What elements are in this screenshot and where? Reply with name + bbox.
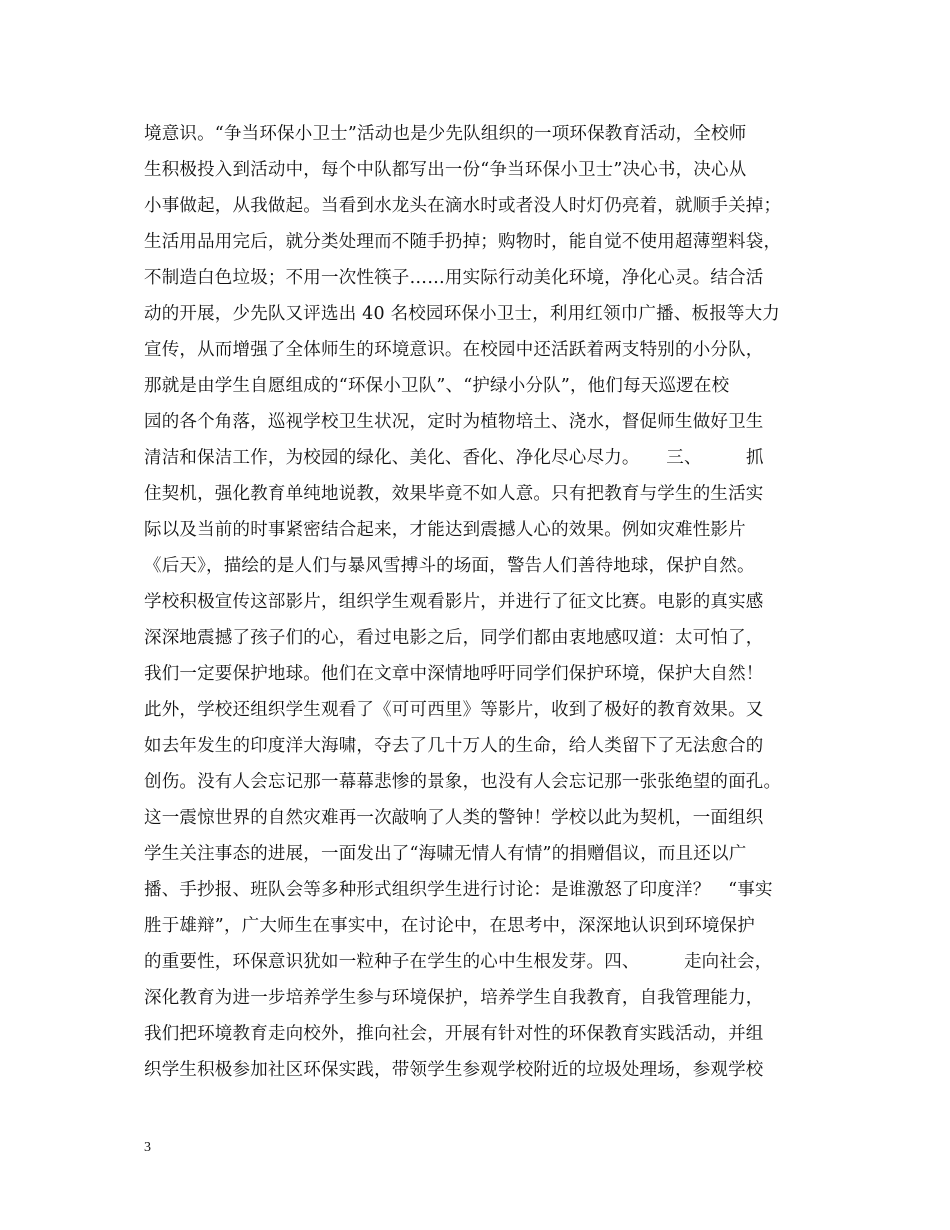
text-line: 创伤。没有人会忘记那一幕幕悲惨的景象，也没有人会忘记那一张张绝望的面孔。: [144, 772, 782, 792]
text-line: 我们一定要保护地球。他们在文章中深情地呼吁同学们保护环境，保护大自然！: [144, 664, 764, 684]
text-line: 如去年发生的印度洋大海啸，夺去了几十万人的生命，给人类留下了无法愈合的: [144, 736, 764, 756]
text-line: 生活用品用完后，就分类处理而不随手扔掉；购物时，能自觉不使用超薄塑料袋，: [144, 232, 782, 252]
text-line: 宣传，从而增强了全体师生的环境意识。在校园中还活跃着两支特别的小分队，: [144, 340, 764, 360]
text-line: 学生关注事态的进展，一面发出了“海啸无情人有情”的捐赠倡议，而且还以广: [144, 844, 747, 864]
text-line: 园的各个角落，巡视学校卫生状况，定时为植物培土、浇水，督促师生做好卫生: [144, 412, 764, 432]
text-line: 织学生积极参加社区环保实践，带领学生参观学校附近的垃圾处理场，参观学校: [144, 1060, 764, 1080]
text-line: 深深地震撼了孩子们的心，看过电影之后，同学们都由衷地感叹道：太可怕了，: [144, 628, 764, 648]
text-line: 学校积极宣传这部影片，组织学生观看影片，并进行了征文比赛。电影的真实感: [144, 592, 764, 612]
text-line: 际以及当前的时事紧密结合起来，才能达到震撼人心的效果。例如灾难性影片: [144, 520, 746, 540]
text-line: 住契机，强化教育单纯地说教，效果毕竟不如人意。只有把教育与学生的生活实: [144, 484, 764, 504]
text-line: 动的开展，少先队又评选出 40 名校园环保小卫士，利用红领巾广播、板报等大力: [144, 304, 780, 324]
text-line: 那就是由学生自愿组成的“环保小卫队”、“护绿小分队”，他们每天巡逻在校: [144, 376, 730, 396]
text-line: 生积极投入到活动中，每个中队都写出一份“争当环保小卫士”决心书，决心从: [144, 160, 747, 180]
text-line: 深化教育为进一步培养学生参与环境保护，培养学生自我教育，自我管理能力，: [144, 988, 764, 1008]
text-line: 不制造白色垃圾；不用一次性筷子……用实际行动美化环境，净化心灵。结合活: [144, 268, 764, 288]
text-line: 播、手抄报、班队会等多种形式组织学生进行讨论：是谁激怒了印度洋？ “事实: [144, 880, 773, 900]
text-line: 境意识。“争当环保小卫士”活动也是少先队组织的一项环保教育活动，全校师: [144, 124, 747, 144]
text-line: 此外，学校还组织学生观看了《可可西里》等影片，收到了极好的教育效果。又: [144, 700, 764, 720]
text-line: 清洁和保洁工作，为校园的绿化、美化、香化、净化尽心尽力。 三、 抓: [144, 448, 764, 468]
text-line: 胜于雄辩”，广大师生在事实中，在讨论中，在思考中，深深地认识到环境保护: [144, 916, 755, 936]
text-line: 小事做起，从我做起。当看到水龙头在滴水时或者没人时灯仍亮着，就顺手关掉；: [144, 196, 782, 216]
page-number: 3: [144, 1140, 151, 1155]
text-line: 《后天》，描绘的是人们与暴风雪搏斗的场面，警告人们善待地球，保护自然。: [144, 556, 755, 576]
text-line: 这一震惊世界的自然灾难再一次敲响了人类的警钟！学校以此为契机，一面组织: [144, 808, 764, 828]
text-line: 我们把环境教育走向校外，推向社会，开展有针对性的环保教育实践活动，并组: [144, 1024, 764, 1044]
text-line: 的重要性，环保意识犹如一粒种子在学生的心中生根发芽。四、 走向社会，: [144, 952, 773, 972]
body-text: [144, 116, 814, 1088]
